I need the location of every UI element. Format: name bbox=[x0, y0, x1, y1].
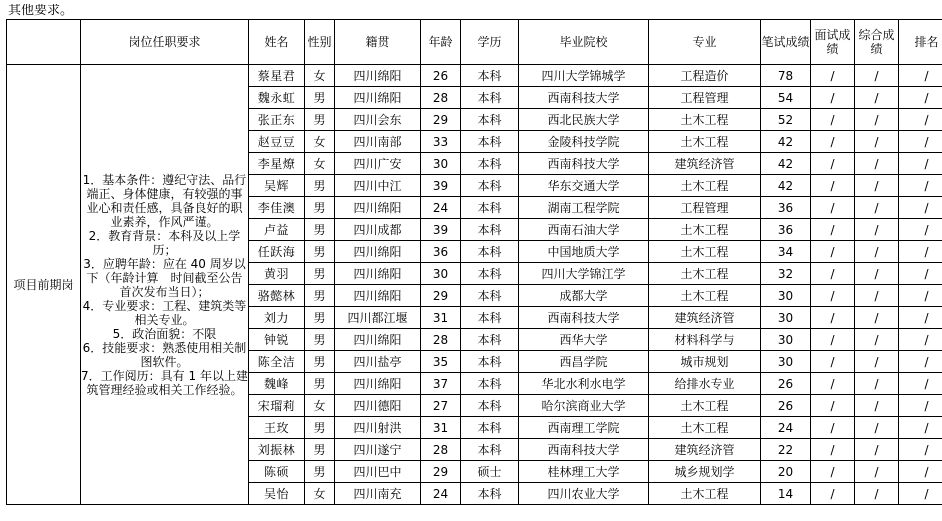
cell-age: 39 bbox=[421, 175, 461, 197]
cell-age: 36 bbox=[421, 241, 461, 263]
requirement-line: 2．教育背景：本科及以上学历； bbox=[81, 229, 248, 257]
cell-written-score: 30 bbox=[761, 329, 811, 351]
cell-total-score: / bbox=[855, 65, 899, 87]
cell-interview-score: / bbox=[811, 329, 855, 351]
cell-origin: 四川都江堰 bbox=[335, 307, 421, 329]
cell-age: 30 bbox=[421, 153, 461, 175]
cell-name: 陈全洁 bbox=[249, 351, 305, 373]
cell-sex: 男 bbox=[305, 219, 335, 241]
cell-total-score: / bbox=[855, 417, 899, 439]
cell-sex: 男 bbox=[305, 175, 335, 197]
cell-sex: 男 bbox=[305, 241, 335, 263]
cell-name: 李佳澳 bbox=[249, 197, 305, 219]
cell-origin: 四川绵阳 bbox=[335, 241, 421, 263]
requirement-line: 4．专业要求：工程、建筑类等相关专业。 bbox=[81, 299, 248, 327]
cell-age: 29 bbox=[421, 109, 461, 131]
cell-interview-score: / bbox=[811, 307, 855, 329]
cell-sex: 男 bbox=[305, 307, 335, 329]
cell-major: 土木工程 bbox=[649, 395, 761, 417]
cell-education: 本科 bbox=[461, 263, 519, 285]
cell-total-score: / bbox=[855, 329, 899, 351]
cell-name: 李星燎 bbox=[249, 153, 305, 175]
cell-major: 土木工程 bbox=[649, 219, 761, 241]
cell-interview-score: / bbox=[811, 461, 855, 483]
cell-rank: / bbox=[899, 241, 942, 263]
cell-name: 任跃海 bbox=[249, 241, 305, 263]
cell-major: 工程管理 bbox=[649, 87, 761, 109]
cell-rank: / bbox=[899, 285, 942, 307]
cell-age: 29 bbox=[421, 285, 461, 307]
cell-name: 吴辉 bbox=[249, 175, 305, 197]
cell-school: 四川农业大学 bbox=[519, 483, 649, 505]
cell-interview-score: / bbox=[811, 417, 855, 439]
cell-interview-score: / bbox=[811, 175, 855, 197]
cell-interview-score: / bbox=[811, 197, 855, 219]
header-post bbox=[7, 20, 81, 65]
cell-rank: / bbox=[899, 461, 942, 483]
cell-major: 材料科学与 bbox=[649, 329, 761, 351]
cell-total-score: / bbox=[855, 461, 899, 483]
cell-interview-score: / bbox=[811, 109, 855, 131]
cell-interview-score: / bbox=[811, 241, 855, 263]
cell-rank: / bbox=[899, 197, 942, 219]
cell-origin: 四川广安 bbox=[335, 153, 421, 175]
cell-age: 33 bbox=[421, 131, 461, 153]
cell-sex: 男 bbox=[305, 439, 335, 461]
cell-major: 给排水专业 bbox=[649, 373, 761, 395]
cell-sex: 男 bbox=[305, 461, 335, 483]
cell-written-score: 14 bbox=[761, 483, 811, 505]
cell-sex: 男 bbox=[305, 87, 335, 109]
cell-total-score: / bbox=[855, 373, 899, 395]
cell-sex: 男 bbox=[305, 351, 335, 373]
requirement-line: 6．技能要求：熟悉使用相关制图软件。 bbox=[81, 341, 248, 369]
cell-origin: 四川德阳 bbox=[335, 395, 421, 417]
header-interview-score: 面试成绩 bbox=[811, 20, 855, 65]
cell-age: 30 bbox=[421, 263, 461, 285]
cell-interview-score: / bbox=[811, 131, 855, 153]
cell-school: 金陵科技学院 bbox=[519, 131, 649, 153]
cell-rank: / bbox=[899, 219, 942, 241]
cell-sex: 男 bbox=[305, 329, 335, 351]
cell-education: 本科 bbox=[461, 329, 519, 351]
cell-interview-score: / bbox=[811, 395, 855, 417]
cell-school: 西南科技大学 bbox=[519, 307, 649, 329]
cell-written-score: 78 bbox=[761, 65, 811, 87]
cell-interview-score: / bbox=[811, 483, 855, 505]
cell-interview-score: / bbox=[811, 65, 855, 87]
cell-age: 24 bbox=[421, 483, 461, 505]
cell-written-score: 26 bbox=[761, 373, 811, 395]
cell-school: 华东交通大学 bbox=[519, 175, 649, 197]
cell-origin: 四川绵阳 bbox=[335, 65, 421, 87]
cell-age: 28 bbox=[421, 439, 461, 461]
cell-age: 29 bbox=[421, 461, 461, 483]
cell-education: 本科 bbox=[461, 175, 519, 197]
top-text-fragment: 其他要求。 bbox=[6, 4, 936, 18]
cell-major: 工程造价 bbox=[649, 65, 761, 87]
cell-major: 城乡规划学 bbox=[649, 461, 761, 483]
cell-interview-score: / bbox=[811, 153, 855, 175]
cell-rank: / bbox=[899, 307, 942, 329]
cell-total-score: / bbox=[855, 439, 899, 461]
cell-interview-score: / bbox=[811, 373, 855, 395]
cell-sex: 男 bbox=[305, 417, 335, 439]
cell-written-score: 42 bbox=[761, 175, 811, 197]
cell-interview-score: / bbox=[811, 439, 855, 461]
cell-sex: 女 bbox=[305, 131, 335, 153]
cell-origin: 四川南充 bbox=[335, 483, 421, 505]
cell-sex: 男 bbox=[305, 285, 335, 307]
cell-age: 26 bbox=[421, 65, 461, 87]
cell-education: 硕士 bbox=[461, 461, 519, 483]
cell-age: 35 bbox=[421, 351, 461, 373]
cell-major: 土木工程 bbox=[649, 175, 761, 197]
cell-major: 土木工程 bbox=[649, 285, 761, 307]
cell-total-score: / bbox=[855, 241, 899, 263]
header-requirements: 岗位任职要求 bbox=[81, 20, 249, 65]
cell-education: 本科 bbox=[461, 373, 519, 395]
cell-origin: 四川巴中 bbox=[335, 461, 421, 483]
cell-rank: / bbox=[899, 351, 942, 373]
cell-written-score: 36 bbox=[761, 219, 811, 241]
cell-rank: / bbox=[899, 483, 942, 505]
cell-rank: / bbox=[899, 109, 942, 131]
header-row bbox=[7, 20, 942, 65]
cell-education: 本科 bbox=[461, 109, 519, 131]
requirement-line: 7．工作阅历：具有 1 年以上建筑管理经验或相关工作经验。 bbox=[81, 369, 248, 397]
cell-total-score: / bbox=[855, 153, 899, 175]
cell-education: 本科 bbox=[461, 241, 519, 263]
cell-sex: 女 bbox=[305, 483, 335, 505]
requirement-line: 5．政治面貌：不限 bbox=[81, 327, 248, 341]
cell-school: 湖南工程学院 bbox=[519, 197, 649, 219]
cell-age: 39 bbox=[421, 219, 461, 241]
cell-total-score: / bbox=[855, 263, 899, 285]
header-major: 专业 bbox=[649, 20, 761, 65]
table-row bbox=[7, 65, 942, 87]
cell-school: 华北水利水电学 bbox=[519, 373, 649, 395]
cell-origin: 四川绵阳 bbox=[335, 373, 421, 395]
cell-origin: 四川射洪 bbox=[335, 417, 421, 439]
cell-origin: 四川绵阳 bbox=[335, 87, 421, 109]
cell-age: 28 bbox=[421, 87, 461, 109]
applicants-table bbox=[6, 19, 942, 505]
cell-sex: 女 bbox=[305, 153, 335, 175]
cell-written-score: 54 bbox=[761, 87, 811, 109]
cell-education: 本科 bbox=[461, 197, 519, 219]
cell-origin: 四川盐亭 bbox=[335, 351, 421, 373]
cell-interview-score: / bbox=[811, 351, 855, 373]
cell-major: 土木工程 bbox=[649, 483, 761, 505]
cell-education: 本科 bbox=[461, 307, 519, 329]
cell-sex: 男 bbox=[305, 263, 335, 285]
cell-interview-score: / bbox=[811, 87, 855, 109]
cell-written-score: 22 bbox=[761, 439, 811, 461]
cell-education: 本科 bbox=[461, 87, 519, 109]
cell-total-score: / bbox=[855, 351, 899, 373]
cell-written-score: 32 bbox=[761, 263, 811, 285]
page-footer-rule bbox=[6, 511, 936, 521]
cell-total-score: / bbox=[855, 395, 899, 417]
cell-total-score: / bbox=[855, 109, 899, 131]
cell-school: 四川大学锦江学 bbox=[519, 263, 649, 285]
cell-rank: / bbox=[899, 87, 942, 109]
header-age: 年龄 bbox=[421, 20, 461, 65]
cell-rank: / bbox=[899, 329, 942, 351]
header-school: 毕业院校 bbox=[519, 20, 649, 65]
cell-name: 刘振林 bbox=[249, 439, 305, 461]
cell-name: 刘力 bbox=[249, 307, 305, 329]
requirements-cell bbox=[81, 65, 249, 505]
cell-education: 本科 bbox=[461, 417, 519, 439]
header-sex: 性别 bbox=[305, 20, 335, 65]
cell-major: 土木工程 bbox=[649, 417, 761, 439]
cell-education: 本科 bbox=[461, 483, 519, 505]
cell-written-score: 34 bbox=[761, 241, 811, 263]
cell-written-score: 26 bbox=[761, 395, 811, 417]
cell-name: 赵豆豆 bbox=[249, 131, 305, 153]
cell-written-score: 42 bbox=[761, 131, 811, 153]
cell-total-score: / bbox=[855, 307, 899, 329]
cell-school: 西南石油大学 bbox=[519, 219, 649, 241]
cell-age: 27 bbox=[421, 395, 461, 417]
cell-written-score: 52 bbox=[761, 109, 811, 131]
cell-rank: / bbox=[899, 417, 942, 439]
cell-sex: 男 bbox=[305, 373, 335, 395]
header-written-score: 笔试成绩 bbox=[761, 20, 811, 65]
table-header bbox=[7, 20, 942, 65]
cell-education: 本科 bbox=[461, 439, 519, 461]
cell-total-score: / bbox=[855, 175, 899, 197]
table-body bbox=[7, 65, 942, 505]
cell-major: 建筑经济管 bbox=[649, 307, 761, 329]
cell-total-score: / bbox=[855, 219, 899, 241]
cell-school: 哈尔滨商业大学 bbox=[519, 395, 649, 417]
cell-total-score: / bbox=[855, 285, 899, 307]
cell-education: 本科 bbox=[461, 219, 519, 241]
cell-origin: 四川绵阳 bbox=[335, 285, 421, 307]
cell-major: 建筑经济管 bbox=[649, 439, 761, 461]
cell-total-score: / bbox=[855, 87, 899, 109]
cell-major: 土木工程 bbox=[649, 131, 761, 153]
cell-school: 西南科技大学 bbox=[519, 87, 649, 109]
cell-total-score: / bbox=[855, 483, 899, 505]
cell-name: 黄羽 bbox=[249, 263, 305, 285]
cell-school: 西华大学 bbox=[519, 329, 649, 351]
cell-school: 中国地质大学 bbox=[519, 241, 649, 263]
cell-origin: 四川绵阳 bbox=[335, 197, 421, 219]
cell-written-score: 20 bbox=[761, 461, 811, 483]
cell-total-score: / bbox=[855, 131, 899, 153]
cell-origin: 四川绵阳 bbox=[335, 263, 421, 285]
cell-sex: 男 bbox=[305, 109, 335, 131]
cell-age: 24 bbox=[421, 197, 461, 219]
cell-education: 本科 bbox=[461, 131, 519, 153]
cell-school: 四川大学锦城学 bbox=[519, 65, 649, 87]
cell-name: 卢益 bbox=[249, 219, 305, 241]
cell-age: 31 bbox=[421, 307, 461, 329]
cell-name: 张正东 bbox=[249, 109, 305, 131]
cell-education: 本科 bbox=[461, 65, 519, 87]
cell-school: 西北民族大学 bbox=[519, 109, 649, 131]
cell-sex: 男 bbox=[305, 197, 335, 219]
cell-origin: 四川成都 bbox=[335, 219, 421, 241]
requirement-line: 1．基本条件：遵纪守法、品行端正、身体健康，有较强的事业心和责任感，具备良好的职业素养，作风严谨。 bbox=[81, 173, 248, 229]
cell-total-score: / bbox=[855, 197, 899, 219]
cell-sex: 女 bbox=[305, 65, 335, 87]
cell-written-score: 30 bbox=[761, 307, 811, 329]
cell-education: 本科 bbox=[461, 395, 519, 417]
cell-major: 土木工程 bbox=[649, 241, 761, 263]
cell-name: 魏峰 bbox=[249, 373, 305, 395]
cell-major: 土木工程 bbox=[649, 109, 761, 131]
cell-rank: / bbox=[899, 65, 942, 87]
cell-written-score: 42 bbox=[761, 153, 811, 175]
cell-age: 28 bbox=[421, 329, 461, 351]
cell-written-score: 30 bbox=[761, 285, 811, 307]
cell-rank: / bbox=[899, 439, 942, 461]
cell-rank: / bbox=[899, 131, 942, 153]
cell-rank: / bbox=[899, 373, 942, 395]
cell-school: 西昌学院 bbox=[519, 351, 649, 373]
cell-rank: / bbox=[899, 263, 942, 285]
cell-age: 31 bbox=[421, 417, 461, 439]
cell-name: 陈硕 bbox=[249, 461, 305, 483]
cell-school: 成都大学 bbox=[519, 285, 649, 307]
cell-school: 西南理工学院 bbox=[519, 417, 649, 439]
cell-name: 骆懿林 bbox=[249, 285, 305, 307]
cell-name: 吴怡 bbox=[249, 483, 305, 505]
cell-education: 本科 bbox=[461, 351, 519, 373]
cell-major: 工程管理 bbox=[649, 197, 761, 219]
cell-rank: / bbox=[899, 175, 942, 197]
cell-sex: 女 bbox=[305, 395, 335, 417]
cell-origin: 四川南部 bbox=[335, 131, 421, 153]
cell-interview-score: / bbox=[811, 263, 855, 285]
header-name: 姓名 bbox=[249, 20, 305, 65]
cell-origin: 四川绵阳 bbox=[335, 329, 421, 351]
cell-interview-score: / bbox=[811, 285, 855, 307]
cell-school: 西南科技大学 bbox=[519, 153, 649, 175]
cell-name: 魏永虹 bbox=[249, 87, 305, 109]
cell-school: 桂林理工大学 bbox=[519, 461, 649, 483]
cell-origin: 四川中江 bbox=[335, 175, 421, 197]
cell-major: 土木工程 bbox=[649, 263, 761, 285]
cell-major: 建筑经济管 bbox=[649, 153, 761, 175]
cell-age: 37 bbox=[421, 373, 461, 395]
cell-rank: / bbox=[899, 395, 942, 417]
header-education: 学历 bbox=[461, 20, 519, 65]
cell-origin: 四川会东 bbox=[335, 109, 421, 131]
requirement-line: 3．应聘年龄：应在 40 周岁以下（年龄计算 时间截至公告首次发布当日）； bbox=[81, 257, 248, 299]
cell-name: 蔡星君 bbox=[249, 65, 305, 87]
header-rank: 排名 bbox=[899, 20, 942, 65]
cell-interview-score: / bbox=[811, 219, 855, 241]
cell-name: 钟锐 bbox=[249, 329, 305, 351]
post-name-cell: 项目前期岗 bbox=[7, 65, 81, 505]
cell-major: 城市规划 bbox=[649, 351, 761, 373]
header-origin: 籍贯 bbox=[335, 20, 421, 65]
cell-education: 本科 bbox=[461, 153, 519, 175]
cell-origin: 四川遂宁 bbox=[335, 439, 421, 461]
cell-name: 王玫 bbox=[249, 417, 305, 439]
cell-school: 西南科技大学 bbox=[519, 439, 649, 461]
cell-written-score: 30 bbox=[761, 351, 811, 373]
header-total-score: 综合成绩 bbox=[855, 20, 899, 65]
cell-written-score: 36 bbox=[761, 197, 811, 219]
cell-rank: / bbox=[899, 153, 942, 175]
cell-written-score: 24 bbox=[761, 417, 811, 439]
cell-name: 宋瑠莉 bbox=[249, 395, 305, 417]
cell-education: 本科 bbox=[461, 285, 519, 307]
